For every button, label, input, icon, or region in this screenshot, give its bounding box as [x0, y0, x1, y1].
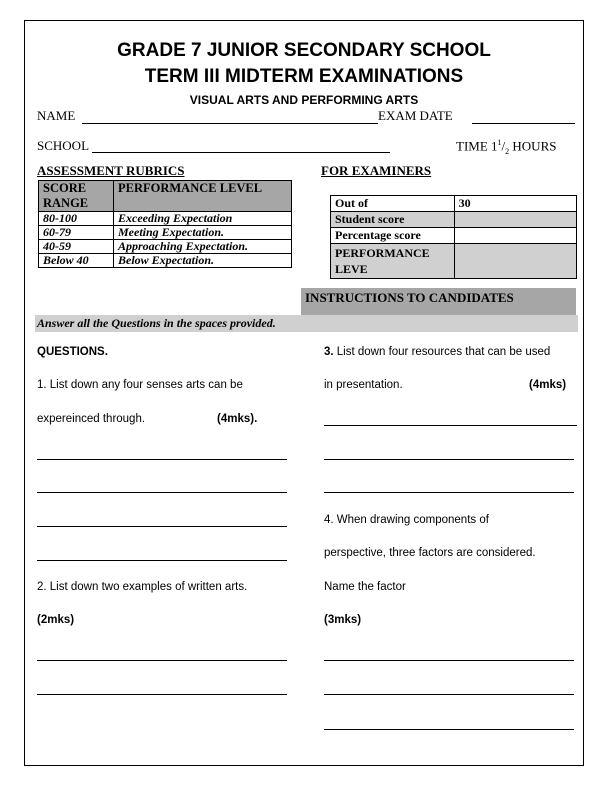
- time-label: TIME $1^1/_2$ HOURS: [456, 138, 557, 156]
- score-range-cell: 80-100: [39, 212, 114, 226]
- answer-line[interactable]: [37, 526, 287, 527]
- subject-title: VISUAL ARTS AND PERFORMING ARTS: [189, 93, 419, 107]
- answer-line[interactable]: [324, 660, 574, 661]
- table-row: [331, 228, 577, 244]
- answer-line[interactable]: [37, 660, 287, 661]
- table-row: [39, 240, 292, 254]
- exam-title: TERM III MIDTERM EXAMINATIONS: [144, 66, 464, 87]
- performance-level-cell: Below Expectation.: [114, 254, 292, 268]
- exam-date-field-line[interactable]: [472, 123, 575, 124]
- answer-line[interactable]: [324, 492, 574, 493]
- score-range-cell: Below 40: [39, 254, 114, 268]
- table-row: [39, 254, 292, 268]
- question-4-text-cont2: Name the factor: [324, 581, 406, 593]
- school-field-line[interactable]: [92, 152, 390, 153]
- score-range-cell: 40-59: [39, 240, 114, 254]
- out-of-value: 30: [454, 196, 576, 212]
- examiners-table: [330, 195, 577, 279]
- answer-line[interactable]: [324, 694, 574, 695]
- question-2-text: 2. List down two examples of written arts.: [37, 581, 248, 593]
- student-score-label: Student score: [331, 212, 455, 228]
- table-row: [39, 226, 292, 240]
- question-1-text: 1. List down any four senses arts can be: [37, 379, 243, 391]
- score-range-header: SCORE RANGE: [39, 181, 114, 212]
- performance-level-cell: Exceeding Expectation: [114, 212, 292, 226]
- question-3-text: 3. List down four resources that can be used: [324, 346, 551, 358]
- questions-heading: QUESTIONS.: [37, 346, 108, 358]
- performance-level-header: PERFORMANCE LEVEL: [114, 181, 292, 212]
- percentage-score-value[interactable]: [454, 228, 576, 244]
- question-1-marks: (4mks).: [217, 413, 258, 425]
- answer-note: Answer all the Questions in the spaces provided.: [37, 316, 276, 330]
- question-4-text: 4. When drawing components of: [324, 514, 489, 526]
- school-label: SCHOOL: [37, 138, 90, 153]
- question-3-text-cont: in presentation.: [324, 379, 403, 391]
- performance-level-cell: Meeting Expectation.: [114, 226, 292, 240]
- exam-date-label: EXAM DATE: [378, 108, 453, 123]
- performance-level-cell: Approaching Expectation.: [114, 240, 292, 254]
- rubrics-table: [38, 180, 292, 268]
- school-title: GRADE 7 JUNIOR SECONDARY SCHOOL: [117, 40, 491, 61]
- examiners-heading: FOR EXAMINERS: [321, 163, 432, 178]
- table-row: [331, 196, 577, 212]
- percentage-score-label: Percentage score: [331, 228, 455, 244]
- question-4-text-cont: perspective, three factors are considered.: [324, 547, 536, 559]
- answer-line[interactable]: [324, 459, 574, 460]
- score-range-cell: 60-79: [39, 226, 114, 240]
- table-row: [39, 212, 292, 226]
- rubrics-header-row: [39, 181, 292, 212]
- question-4-marks: (3mks): [324, 614, 362, 626]
- out-of-label: Out of: [331, 196, 455, 212]
- question-2-marks: (2mks): [37, 614, 75, 626]
- name-field-line[interactable]: [82, 123, 378, 124]
- performance-level-label: PERFORMANCE LEVE: [331, 244, 455, 279]
- performance-level-value[interactable]: [454, 244, 576, 279]
- page-border: [24, 20, 584, 766]
- answer-line[interactable]: [37, 492, 287, 493]
- student-score-value[interactable]: [454, 212, 576, 228]
- table-row: [331, 244, 577, 279]
- name-label: NAME: [37, 108, 76, 123]
- rubrics-heading: ASSESSMENT RUBRICS: [37, 163, 185, 178]
- answer-line[interactable]: [37, 459, 287, 460]
- answer-line[interactable]: [37, 560, 287, 561]
- table-row: [331, 212, 577, 228]
- instructions-heading: INSTRUCTIONS TO CANDIDATES: [305, 290, 514, 305]
- answer-line[interactable]: [324, 729, 574, 730]
- question-3-marks: (4mks): [529, 379, 567, 391]
- question-1-text-cont: expereinced through.: [37, 413, 146, 425]
- answer-line[interactable]: [37, 694, 287, 695]
- answer-line[interactable]: [324, 425, 577, 426]
